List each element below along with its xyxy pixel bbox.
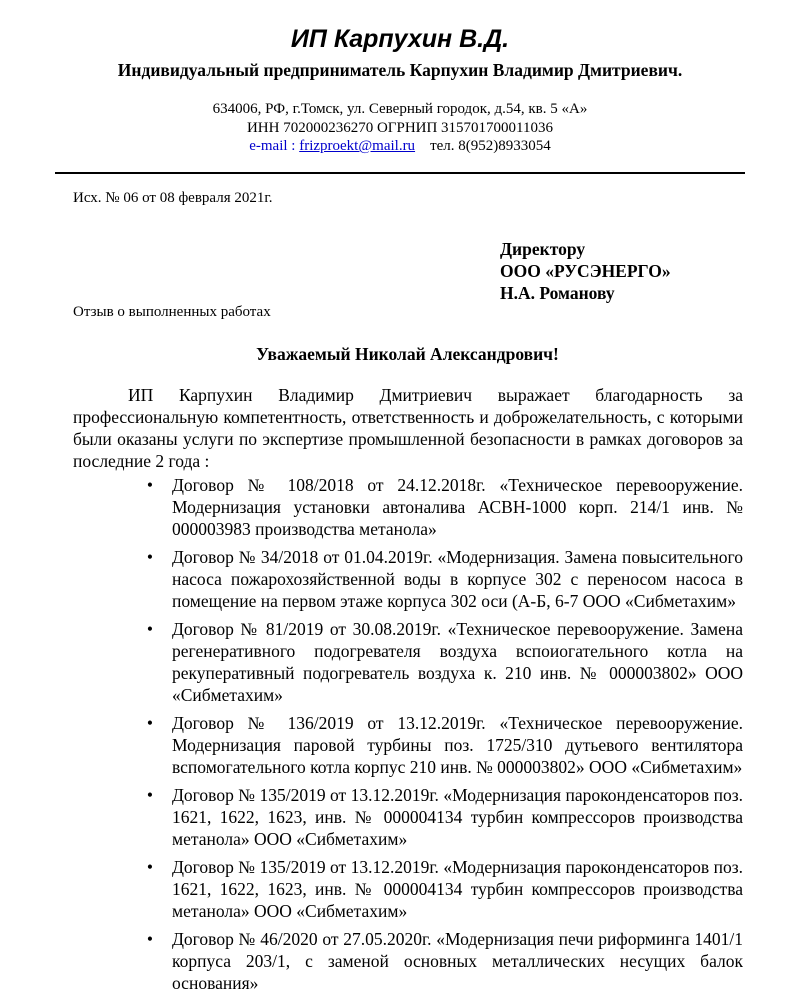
list-item — [145, 474, 743, 540]
contract-text: Договор № 81/2019 от 30.08.2019г. «Техническое перевооружение. Замена регенеративного подогревателя воздуха вспоиогательного котла на рекуперативный подогреватель воздуха к. 210 инв. № 000003802» ООО «Сибметахим» — [172, 619, 743, 705]
list-item — [145, 856, 743, 922]
contracts-list — [145, 474, 743, 1000]
letterhead-ids: ИНН 702000236270 ОГРНИП 315701700011036 — [246, 120, 554, 136]
contract-text: Договор № 136/2019 от 13.12.2019г. «Техническое перевооружение. Модернизация паровой турбины поз. 1725/310 дутьевого вентилятора вспомогательного котла корпус 210 инв. № 000003802» ООО «Сибметахим» — [172, 713, 743, 777]
salutation: Уважаемый Николай Александрович! — [256, 344, 559, 364]
letterhead-subtitle: Индивидуальный предприниматель Карпухин Владимир Дмитриевич. — [117, 60, 683, 80]
letterhead-contacts — [0, 136, 800, 156]
list-item — [145, 546, 743, 612]
intro-paragraph: ИП Карпухин Владимир Дмитриевич выражает благодарность за профессиональную компетентность, ответственность и доброжелательность, с которыми были оказаны услуги по экспертизе промышленной безопасности в рамках договоров за последние 2 года : — [73, 385, 743, 471]
outgoing-number: Исх. № 06 от 08 февраля 2021г. — [73, 190, 273, 206]
email-link[interactable]: frizproekt@mail.ru — [299, 138, 416, 154]
bullet-icon: • — [146, 619, 154, 639]
letterhead-address: 634006, РФ, г.Томск, ул. Северный городок, д.54, кв. 5 «А» — [212, 101, 588, 117]
addressee-block — [500, 238, 671, 304]
list-item — [145, 618, 743, 706]
list-item — [145, 928, 743, 994]
contract-text: Договор № 46/2020 от 27.05.2020г. «Модернизация печи риформинга 1401/1 корпуса 203/1, с заменой основных металлических несущих балок основания» — [172, 929, 743, 993]
bullet-icon: • — [146, 547, 154, 567]
list-item — [145, 784, 743, 850]
addressee-position: Директору — [500, 239, 586, 259]
email-label: e-mail : — [249, 138, 296, 154]
contract-text: Договор № 108/2018 от 24.12.2018г. «Техническое перевооружение. Модернизация установки автоналива АСВН-1000 корп. 214/1 инв. № 000003983 производства метанола» — [172, 475, 743, 539]
header-divider — [55, 172, 745, 174]
contract-text: Договор № 135/2019 от 13.12.2019г. «Модернизация пароконденсаторов поз. 1621, 1622, 1623, инв. № 000004134 турбин компрессоров производства метанола» ООО «Сибметахим» — [172, 785, 743, 849]
letter-subject: Отзыв о выполненных работах — [73, 304, 271, 320]
bullet-icon: • — [146, 785, 154, 805]
addressee-name: Н.А. Романову — [500, 283, 615, 303]
contract-text: Договор № 34/2018 от 01.04.2019г. «Модернизация. Замена повысительного насоса пожарохозяйственной воды в корпусе 302 с переносом насоса в помещение на первом этаже корпуса 302 оси (А-Б, 6-7 ООО «Сибметахим» — [172, 547, 743, 611]
list-item — [145, 712, 743, 778]
letterhead-title: ИП Карпухин В.Д. — [290, 25, 510, 53]
addressee-company: ООО «РУСЭНЕРГО» — [500, 261, 671, 281]
phone-number: тел. 8(952)8933054 — [430, 138, 551, 154]
contract-text: Договор № 135/2019 от 13.12.2019г. «Модернизация пароконденсаторов поз. 1621, 1622, 1623, инв. № 000004134 турбин компрессоров производства метанола» ООО «Сибметахим» — [172, 857, 743, 921]
bullet-icon: • — [146, 857, 154, 877]
bullet-icon: • — [146, 713, 154, 733]
bullet-icon: • — [146, 929, 154, 949]
bullet-icon: • — [146, 475, 154, 495]
